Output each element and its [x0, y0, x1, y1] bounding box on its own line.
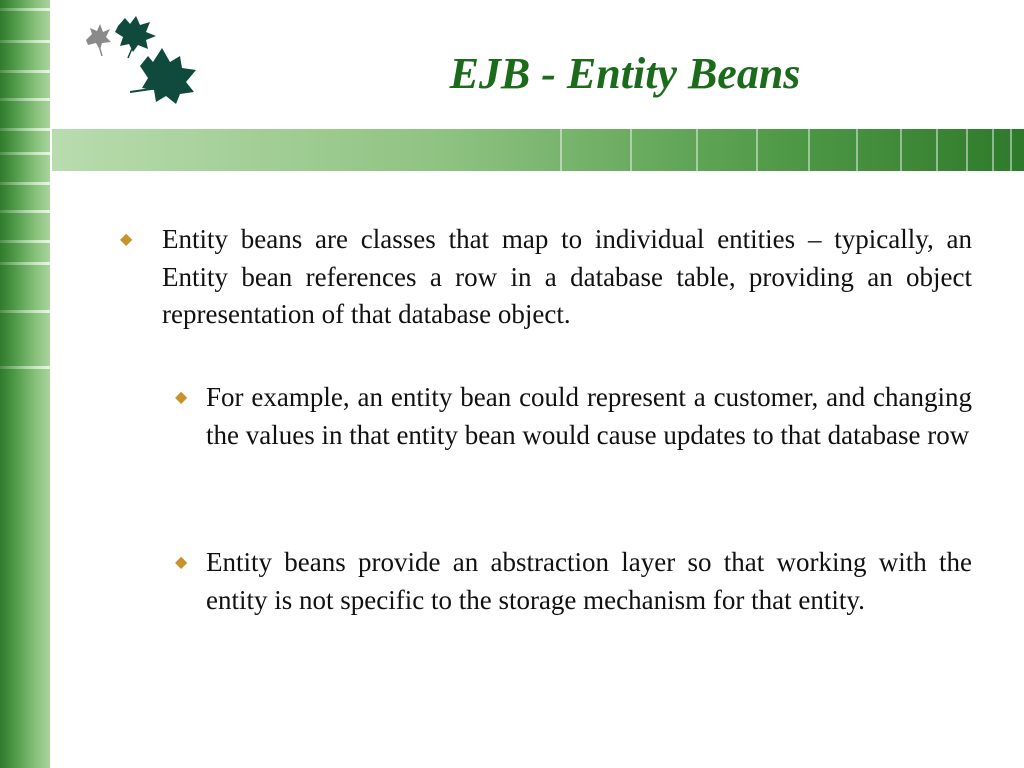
bar-notch: [0, 182, 50, 185]
band-tick: [756, 129, 758, 171]
slide-title: EJB - Entity Beans: [449, 49, 801, 98]
sub-bullet-text: For example, an entity bean could represent a customer, and changing the values in that entity bean would cause updates to that database row: [206, 382, 972, 450]
bar-notch: [0, 366, 50, 369]
bar-notch: [0, 210, 50, 213]
band-tick: [696, 129, 698, 171]
bar-notch: [0, 310, 50, 313]
band-tick: [856, 129, 858, 171]
diamond-bullet-icon: ◆: [175, 554, 188, 571]
bullet-item: [120, 221, 972, 334]
left-decorative-bar: [0, 0, 50, 768]
gray-leaf-icon: [86, 24, 111, 56]
bar-notch: [0, 152, 50, 155]
band-tick: [560, 129, 562, 171]
band-tick: [900, 129, 902, 171]
bar-notch: [0, 262, 50, 265]
header-band: [52, 129, 1024, 171]
bar-notch: [0, 128, 50, 131]
band-tick: [808, 129, 810, 171]
dark-green-leaf-small-icon: [115, 16, 156, 58]
sub-bullet-text: Entity beans provide an abstraction layer so that working with the entity is not specific to the storage mechanism for that entity.: [206, 547, 972, 615]
band-tick: [936, 129, 938, 171]
diamond-bullet-icon: ◆: [175, 389, 188, 406]
bar-notch: [0, 240, 50, 243]
maple-leaves-logo: [78, 12, 203, 104]
band-tick: [992, 129, 994, 171]
bar-notch: [0, 8, 50, 11]
band-tick: [966, 129, 968, 171]
band-tick: [630, 129, 632, 171]
bullet-text: Entity beans are classes that map to individual entities – typically, an Entity bean references a row in a database table, providing an object representation of that database object.: [162, 224, 972, 329]
bar-notch: [0, 70, 50, 73]
sub-bullet-item: [175, 544, 972, 619]
sub-bullet-item: [175, 379, 972, 454]
diamond-bullet-icon: ◆: [120, 231, 133, 248]
bar-notch: [0, 40, 50, 43]
band-tick: [1010, 129, 1012, 171]
dark-green-leaf-large-icon: [130, 48, 196, 104]
bar-notch: [0, 98, 50, 101]
